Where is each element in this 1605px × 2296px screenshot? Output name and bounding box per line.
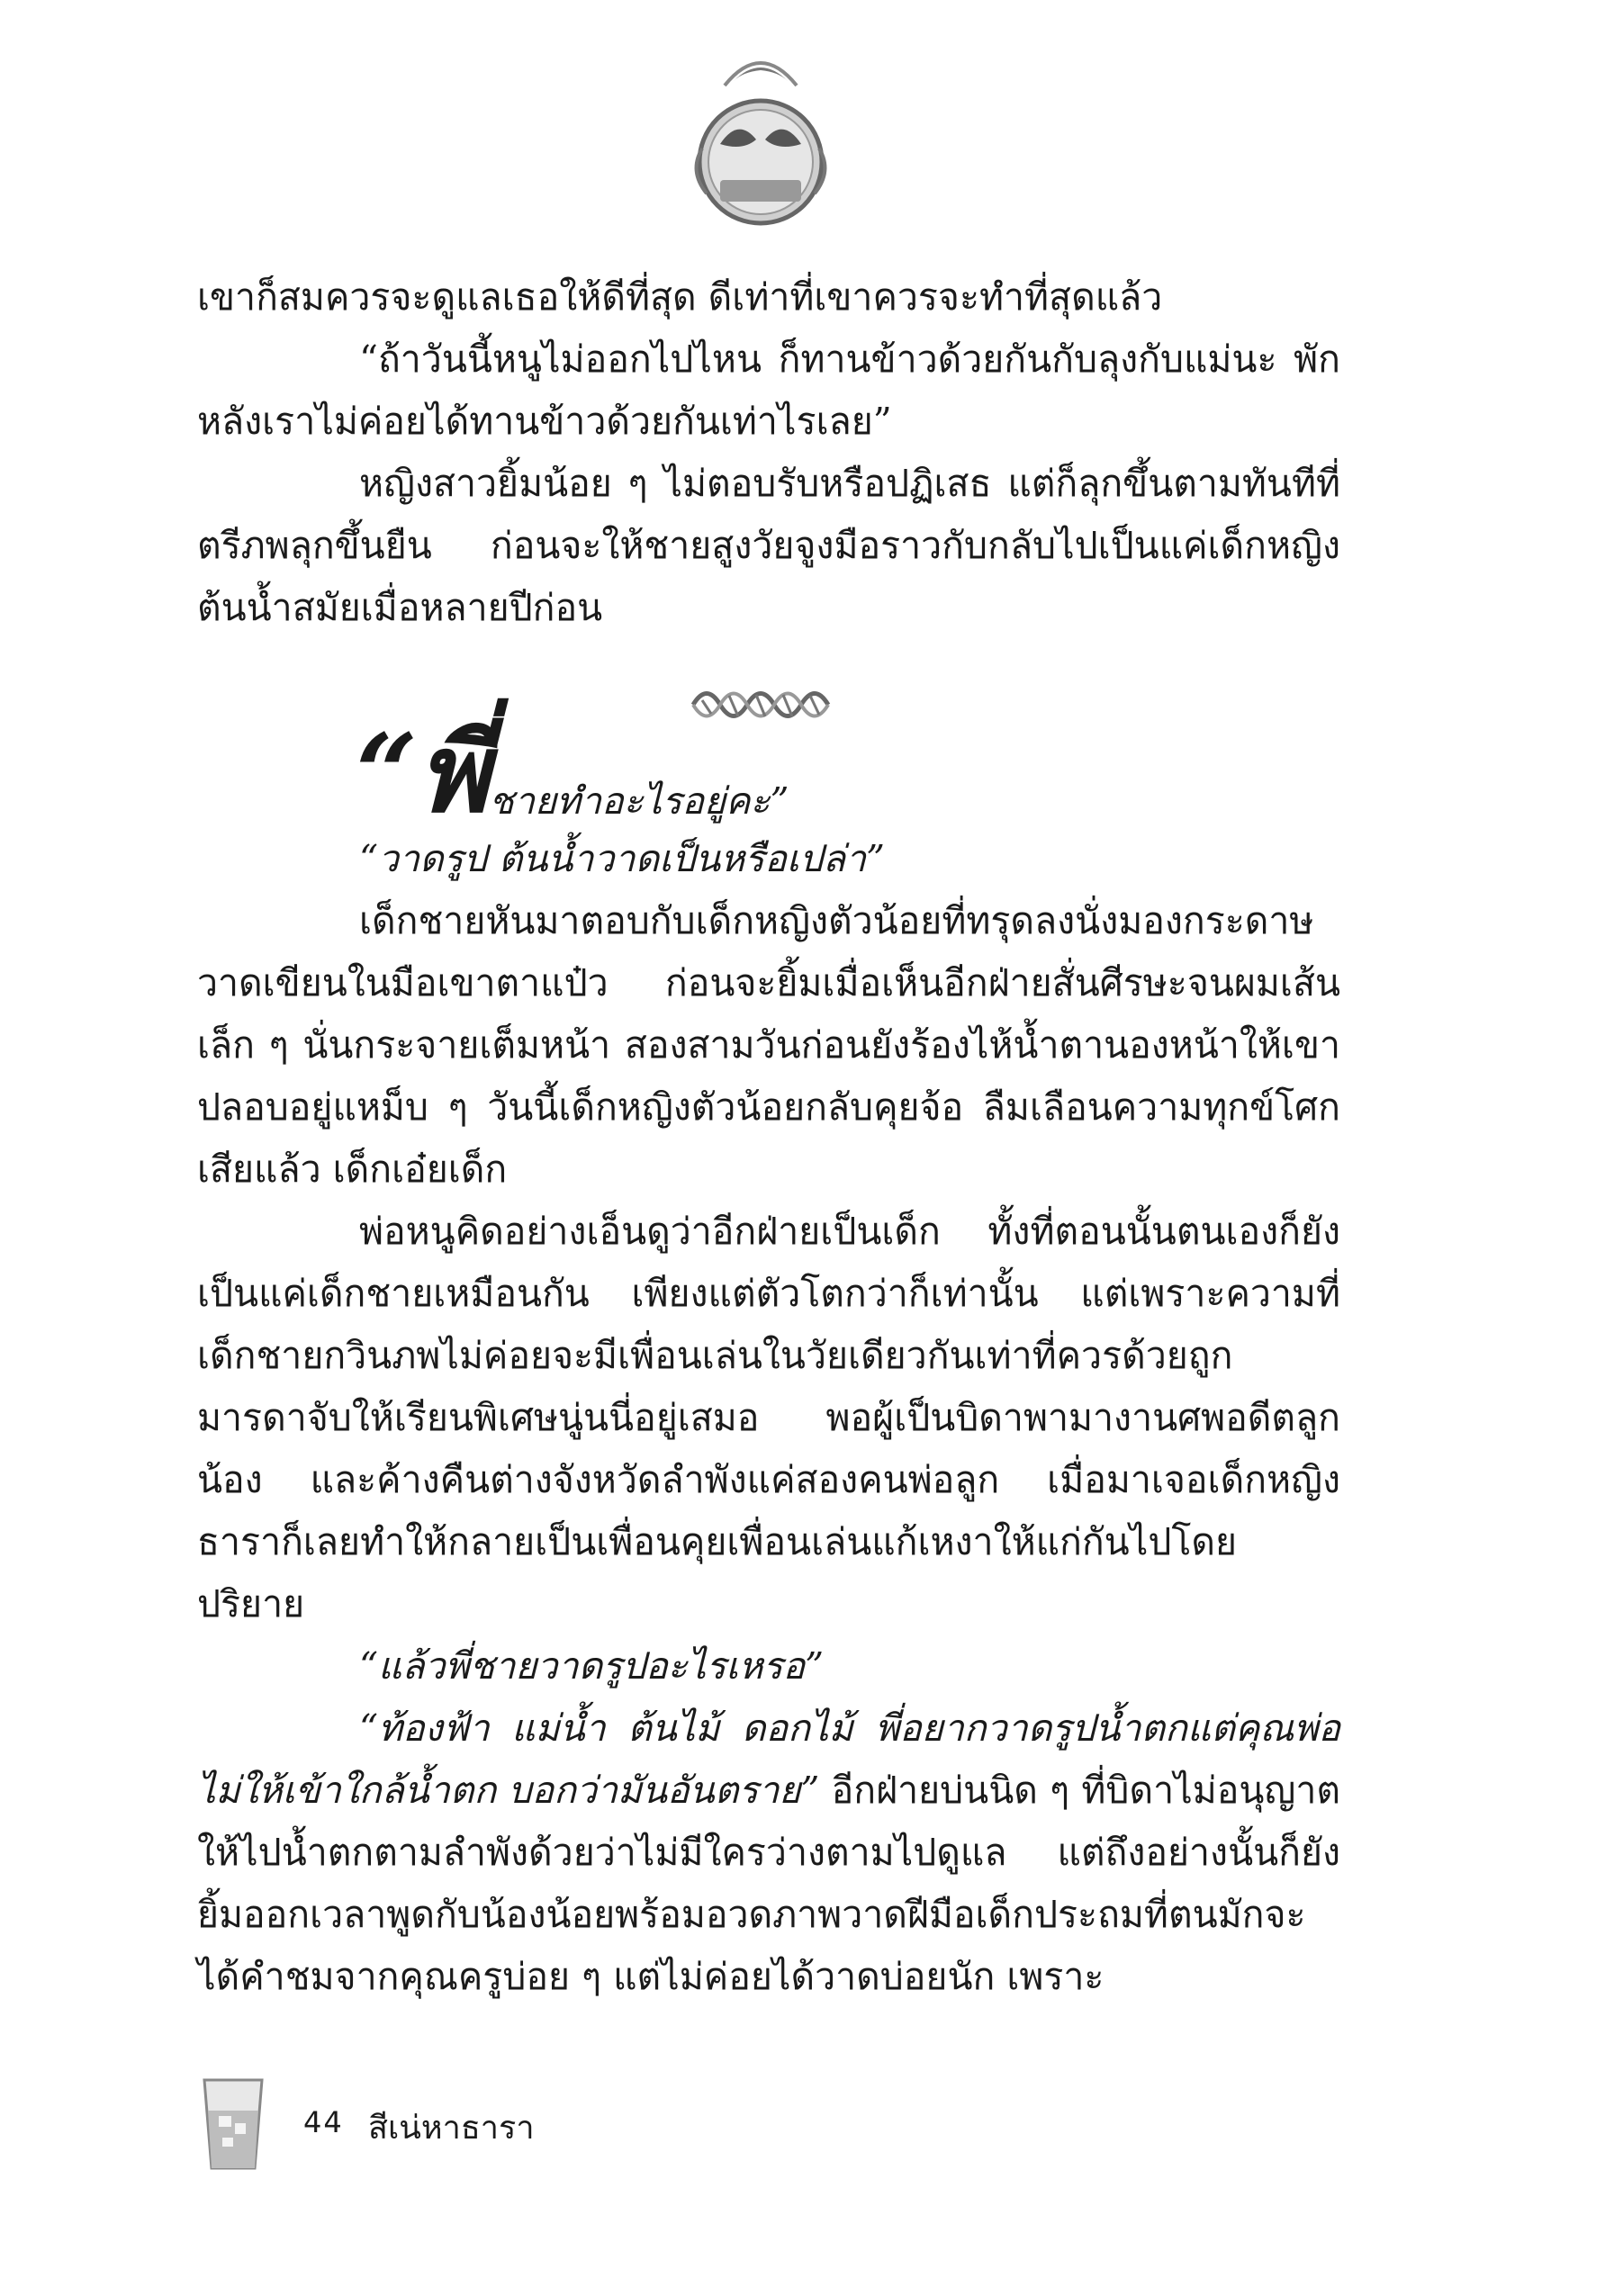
paragraph-1: เขาก็สมควรจะดูแลเธอให้ดีที่สุด ดีเท่าที่เขาควรจะทำที่สุดแล้ว [197, 275, 1163, 319]
paragraph-2: “ถ้าวันนี้หนูไม่ออกไปไหน ก็ทานข้าวด้วยกันกับลุงกับแม่นะ พักหลังเราไม่ค่อยได้ทานข้าวด้วยกันเท่าไรเลย” [197, 338, 1340, 443]
dropcap-line [356, 710, 789, 837]
dropcap-open-quote: “ [356, 710, 419, 837]
top-text [197, 266, 1340, 639]
page-number: 44 [303, 2105, 344, 2139]
main-text [197, 828, 1340, 2008]
dropcap-letter: พี่ [418, 710, 490, 837]
page-footer [197, 2075, 647, 2174]
dropcap-rest: ชายทำอะไรอยู่คะ” [489, 779, 789, 823]
paragraph-5: เด็กชายหันมาตอบกับเด็กหญิงตัวน้อยที่ทรุดลงนั่งมองกระดาษวาดเขียนในมือเขาตาแป๋ว ก่อนจะยิ้มเมื่อเห็นอีกฝ่ายสั่นศีรษะจนผมเส้นเล็ก ๆ นั่นกระจายเต็มหน้า สองสามวันก่อนยังร้องไห้น้ำตานองหน้าให้เขาปลอบอยู่แหม็บ ๆ วันนี้เด็กหญิงตัวน้อยกลับคุยจ้อ ลืมเลือนความทุกข์โศกเสียแล้ว เด็กเอ๋ยเด็ก [197, 899, 1340, 1191]
glass-icon [197, 2075, 269, 2174]
paragraph-4: “วาดรูป ต้นน้ำวาดเป็นหรือเปล่า” [359, 837, 885, 880]
paragraph-3: หญิงสาวยิ้มน้อย ๆ ไม่ตอบรับหรือปฏิเสธ แต่ก็ลุกขึ้นตามทันทีที่ตรีภพลุกขึ้นยืน ก่อนจะให้ชายสูงวัยจูงมือราวกับกลับไปเป็นแค่เด็กหญิงต้นน้ำสมัยเมื่อหลายปีก่อน [197, 462, 1340, 629]
paragraph-8: “ท้องฟ้า แม่น้ำ ต้นไม้ ดอกไม้ พี่อยากวาดรูปน้ำตกแต่คุณพ่อไม่ให้เข้าใกล้น้ำตก บอกว่ามันอันตราย” อีกฝ่ายบ่นนิด ๆ ที่บิดาไม่อนุญาตให้ไปน้ำตกตามลำพังด้วยว่าไม่มีใครว่างตามไปดูแล แต่ถึงอย่างนั้นก็ยังยิ้มออกเวลาพูดกับน้องน้อยพร้อมอวดภาพวาดฝีมือเด็กประถมที่ตนมักจะได้คำชมจากคุณครูบ่อย ๆ แต่ไม่ค่อยได้วาดบ่อยนัก เพราะ [197, 1706, 1340, 1998]
paragraph-7: “แล้วพี่ชายวาดรูปอะไรเหรอ” [359, 1644, 825, 1688]
book-title: สีเน่หาธารา [368, 2110, 535, 2147]
emblem-icon [671, 45, 851, 243]
paragraph-6: พ่อหนูคิดอย่างเอ็นดูว่าอีกฝ่ายเป็นเด็ก ทั้งที่ตอนนั้นตนเองก็ยังเป็นแค่เด็กชายเหมือนกัน เพียงแต่ตัวโตกว่าก็เท่านั้น แต่เพราะความที่เด็กชายกวินภพไม่ค่อยจะมีเพื่อนเล่นในวัยเดียวกันเท่าที่ควรด้วยถูกมารดาจับให้เรียนพิเศษนู่นนี่อยู่เสมอ พอผู้เป็นบิดาพามางานศพอดีตลูกน้อง และค้างคืนต่างจังหวัดลำพังแค่สองคนพ่อลูก เมื่อมาเจอเด็กหญิงธาราก็เลยทำให้กลายเป็นเพื่อนคุยเพื่อนเล่นแก้เหงาให้แก่กันไปโดยปริยาย [197, 1210, 1340, 1625]
